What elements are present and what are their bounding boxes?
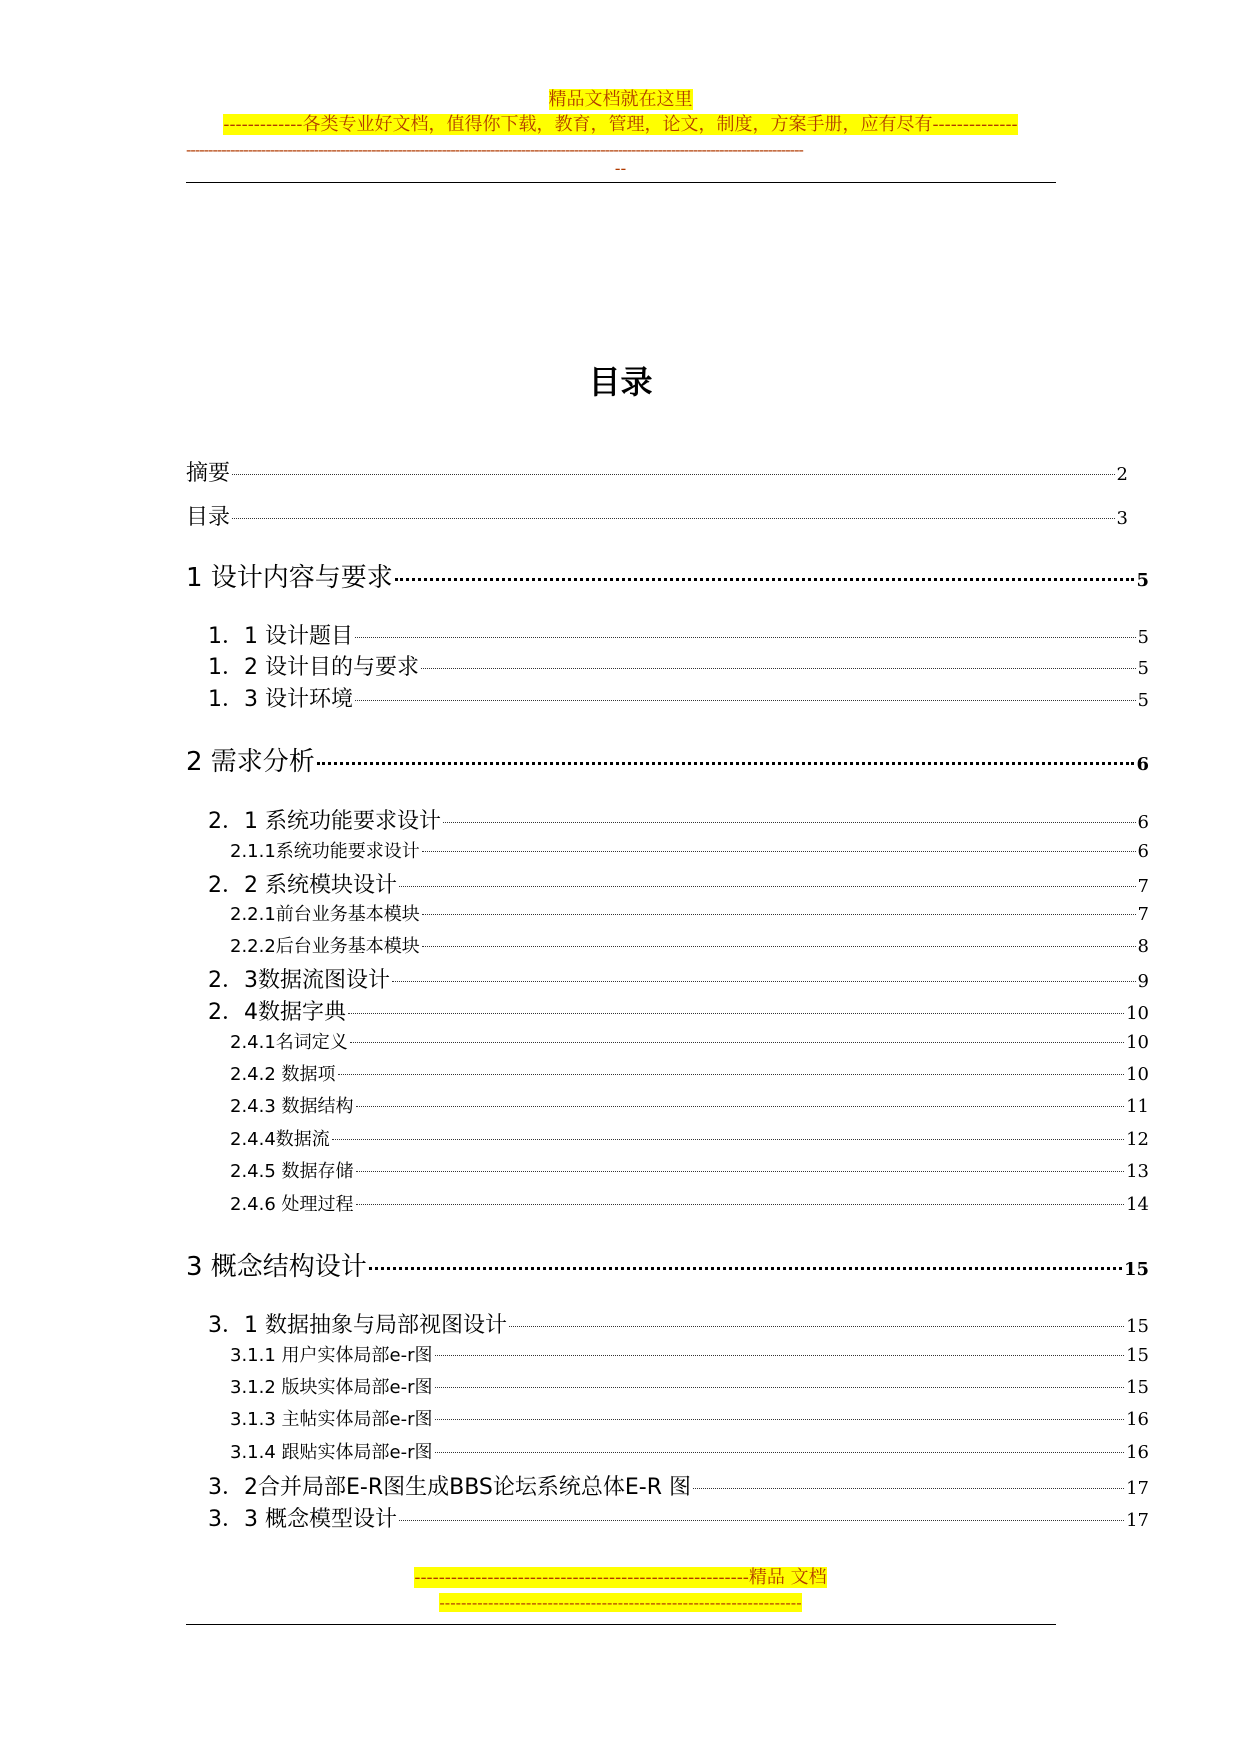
toc-entry-title: 3．2合并局部E-R图生成BBS论坛系统总体E-R 图 xyxy=(208,1475,692,1500)
toc-leader-dots xyxy=(395,578,1135,581)
toc-entry[interactable] xyxy=(186,746,1149,781)
toc-entry[interactable] xyxy=(208,686,1149,715)
toc-entry-title: 2．1 系统功能要求设计 xyxy=(208,809,441,834)
toc-page-number: 14 xyxy=(1126,1194,1149,1215)
toc-entry[interactable] xyxy=(230,903,1149,927)
toc-page-number: 7 xyxy=(1137,904,1149,925)
toc-page-number: 5 xyxy=(1136,570,1149,591)
toc-page-number: 8 xyxy=(1137,936,1149,957)
toc-page-number: 10 xyxy=(1126,1064,1149,1085)
toc-page-number: 12 xyxy=(1126,1129,1149,1150)
toc-leader-dots xyxy=(369,1267,1122,1270)
toc-page-number: 15 xyxy=(1126,1377,1149,1398)
toc-leader-dots xyxy=(348,1013,1124,1014)
toc-leader-dots xyxy=(435,1387,1125,1388)
page-title: 目录 xyxy=(588,363,653,401)
toc-entry[interactable] xyxy=(208,1506,1149,1535)
toc-page-number: 17 xyxy=(1126,1478,1149,1499)
toc-leader-dots xyxy=(421,668,1136,669)
toc-entry[interactable] xyxy=(208,623,1149,652)
toc-entry[interactable] xyxy=(208,654,1149,683)
toc-leader-dots xyxy=(232,474,1115,475)
toc-entry[interactable] xyxy=(208,999,1149,1028)
toc-entry[interactable] xyxy=(186,460,1128,489)
toc-leader-dots xyxy=(332,1139,1124,1140)
toc-leader-dots xyxy=(435,1419,1125,1420)
toc-entry-title: 3.1.1 用户实体局部e-r图 xyxy=(230,1345,433,1366)
toc-page-number: 5 xyxy=(1137,690,1149,711)
header-banner-title: 精品文档就在这里 xyxy=(548,89,693,110)
toc-entry-title: 1．3 设计环境 xyxy=(208,687,353,712)
toc-entry-title: 2．3数据流图设计 xyxy=(208,968,390,993)
toc-entry[interactable] xyxy=(230,1128,1149,1152)
toc-page-number: 6 xyxy=(1137,841,1149,862)
toc-entry-title: 2.2.1前台业务基本模块 xyxy=(230,904,420,925)
toc-entry[interactable] xyxy=(230,1095,1149,1119)
toc-entry[interactable] xyxy=(230,1063,1149,1087)
toc-entry[interactable] xyxy=(230,1408,1149,1432)
toc-leader-dots xyxy=(317,762,1135,765)
toc-entry-title: 2.2.2后台业务基本模块 xyxy=(230,936,420,957)
toc-entry[interactable] xyxy=(230,935,1149,959)
toc-leader-dots xyxy=(399,1520,1124,1521)
toc-page-number: 2 xyxy=(1116,464,1128,485)
toc-page-number: 5 xyxy=(1137,658,1149,679)
toc-page-number: 15 xyxy=(1126,1345,1149,1366)
toc-entry-title: 2.4.2 数据项 xyxy=(230,1064,336,1085)
toc-page-number: 7 xyxy=(1137,876,1149,897)
footer-dash-line: ------------------------------------------------------------------- xyxy=(439,1593,802,1612)
toc-entry[interactable] xyxy=(230,1031,1149,1055)
toc-entry[interactable] xyxy=(208,1312,1149,1341)
toc-entry-title: 2.4.3 数据结构 xyxy=(230,1096,354,1117)
toc-entry-title: 3．3 概念模型设计 xyxy=(208,1507,397,1532)
toc-entry-title: 3.1.2 版块实体局部e-r图 xyxy=(230,1377,433,1398)
toc-leader-dots xyxy=(338,1074,1125,1075)
toc-entry[interactable] xyxy=(230,1441,1149,1465)
toc-entry-title: 3.1.3 主帖实体局部e-r图 xyxy=(230,1409,433,1430)
toc-entry-title: 3．1 数据抽象与局部视图设计 xyxy=(208,1313,507,1338)
toc-page-number: 16 xyxy=(1126,1442,1149,1463)
toc-page-number: 11 xyxy=(1126,1096,1149,1117)
toc-leader-dots xyxy=(435,1355,1125,1356)
toc-entry-title: 3 概念结构设计 xyxy=(186,1252,367,1282)
toc-leader-dots xyxy=(350,1042,1124,1043)
toc-leader-dots xyxy=(232,518,1115,519)
header-dash-line: -------------------------------------------------------------------------------------------------------------------------------------------- xyxy=(186,140,803,159)
toc-entry[interactable] xyxy=(230,1160,1149,1184)
toc-leader-dots xyxy=(355,637,1136,638)
toc-leader-dots xyxy=(356,1204,1125,1205)
toc-entry[interactable] xyxy=(208,1474,1149,1503)
toc-entry-title: 2.4.4数据流 xyxy=(230,1129,330,1150)
toc-entry-title: 2.4.6 处理过程 xyxy=(230,1194,354,1215)
header-dash-tail: -- xyxy=(614,159,627,178)
toc-entry-title: 2.1.1系统功能要求设计 xyxy=(230,841,420,862)
toc-entry-title: 3.1.4 跟贴实体局部e-r图 xyxy=(230,1442,433,1463)
toc-entry[interactable] xyxy=(186,562,1149,597)
toc-entry[interactable] xyxy=(230,1376,1149,1400)
toc-entry-title: 2．4数据字典 xyxy=(208,1000,346,1025)
toc-entry-title: 目录 xyxy=(186,505,231,530)
toc-leader-dots xyxy=(392,981,1136,982)
toc-leader-dots xyxy=(443,822,1136,823)
toc-entry[interactable] xyxy=(208,967,1149,996)
footer-banner: -------------------------------------------------------精品 文档 xyxy=(414,1567,827,1588)
toc-page-number: 13 xyxy=(1126,1161,1149,1182)
toc-page-number: 10 xyxy=(1126,1032,1149,1053)
toc-page-number: 3 xyxy=(1116,508,1128,529)
toc-entry-title: 1 设计内容与要求 xyxy=(186,563,393,593)
toc-entry-title: 2.4.5 数据存储 xyxy=(230,1161,354,1182)
toc-page-number: 16 xyxy=(1126,1409,1149,1430)
toc-entry-title: 2．2 系统模块设计 xyxy=(208,873,397,898)
toc-entry[interactable] xyxy=(208,808,1149,837)
toc-entry-title: 2 需求分析 xyxy=(186,747,315,777)
toc-entry-title: 2.4.1名词定义 xyxy=(230,1032,348,1053)
toc-page-number: 15 xyxy=(1126,1316,1149,1337)
toc-entry-title: 摘要 xyxy=(186,461,231,486)
toc-entry-title: 1．1 设计题目 xyxy=(208,624,353,649)
toc-entry[interactable] xyxy=(186,504,1128,533)
toc-page-number: 9 xyxy=(1137,971,1149,992)
toc-leader-dots xyxy=(422,946,1136,947)
toc-leader-dots xyxy=(356,1171,1125,1172)
toc-entry[interactable] xyxy=(230,1344,1149,1368)
toc-leader-dots xyxy=(399,886,1136,887)
toc-leader-dots xyxy=(422,914,1136,915)
toc-page-number: 15 xyxy=(1123,1259,1149,1280)
toc-leader-dots xyxy=(356,1106,1125,1107)
toc-leader-dots xyxy=(435,1452,1125,1453)
toc-leader-dots xyxy=(355,700,1136,701)
header-rule xyxy=(186,182,1056,183)
toc-page-number: 17 xyxy=(1126,1510,1149,1531)
header-banner-slogan: -------------各类专业好文档，值得你下载，教育，管理，论文，制度，方案手册，应有尽有-------------- xyxy=(223,114,1018,135)
toc-page-number: 6 xyxy=(1136,754,1149,775)
toc-leader-dots xyxy=(693,1488,1124,1489)
toc-leader-dots xyxy=(422,851,1136,852)
toc-entry[interactable] xyxy=(208,872,1149,901)
footer-rule xyxy=(186,1624,1056,1625)
toc-entry[interactable] xyxy=(230,840,1149,864)
toc-page-number: 6 xyxy=(1137,812,1149,833)
toc-entry[interactable] xyxy=(186,1251,1149,1286)
toc-entry-title: 1．2 设计目的与要求 xyxy=(208,655,419,680)
toc-entry[interactable] xyxy=(230,1193,1149,1217)
toc-page-number: 5 xyxy=(1137,627,1149,648)
toc-leader-dots xyxy=(509,1326,1124,1327)
toc-page-number: 10 xyxy=(1126,1003,1149,1024)
